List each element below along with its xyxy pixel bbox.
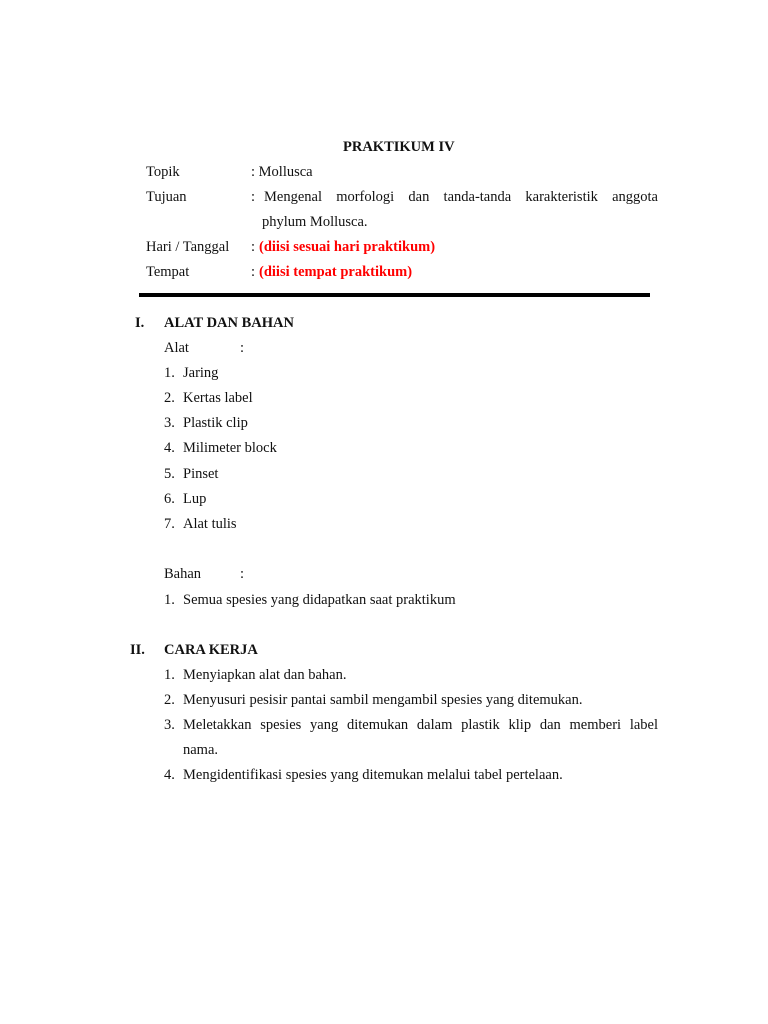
tujuan-line-1: Mengenal morfologi dan tanda-tanda karakteristik anggota <box>264 189 658 205</box>
topik-label: Topik <box>146 164 180 180</box>
alat-label: Alat <box>164 340 189 356</box>
list-number: 2. <box>164 390 175 406</box>
list-item: Alat tulis <box>183 516 237 532</box>
step-item-continuation: nama. <box>183 742 219 758</box>
tempat-label: Tempat <box>146 264 190 280</box>
list-number: 1. <box>164 592 175 608</box>
step-item: Menyusuri pesisir pantai sambil mengambil spesies yang ditemukan. <box>183 692 583 708</box>
step-item: Menyiapkan alat dan bahan. <box>183 667 347 683</box>
bahan-item: Semua spesies yang didapatkan saat praktikum <box>183 592 456 608</box>
hari-colon: : <box>251 239 256 255</box>
hari-label: Hari / Tanggal <box>146 239 230 255</box>
step-item: Meletakkan spesies yang ditemukan dalam plastik klip dan memberi label <box>183 717 658 733</box>
list-number: 4. <box>164 767 175 783</box>
list-number: 1. <box>164 667 175 683</box>
tempat-value: (diisi tempat praktikum) <box>259 264 413 280</box>
list-number: 4. <box>164 440 175 456</box>
header-divider <box>139 293 650 297</box>
list-item: Plastik clip <box>183 415 248 431</box>
alat-colon: : <box>240 340 245 356</box>
topik-value: : Mollusca <box>251 164 313 180</box>
list-item: Kertas label <box>183 390 253 406</box>
list-number: 5. <box>164 466 175 482</box>
page-title: PRAKTIKUM IV <box>343 139 455 155</box>
list-item: Jaring <box>183 365 219 381</box>
list-number: 3. <box>164 415 175 431</box>
tujuan-label: Tujuan <box>146 189 187 205</box>
list-item: Lup <box>183 491 207 507</box>
step-item: Mengidentifikasi spesies yang ditemukan melalui tabel pertelaan. <box>183 767 563 783</box>
bahan-label: Bahan <box>164 566 202 582</box>
list-item: Milimeter block <box>183 440 277 456</box>
section2-heading: CARA KERJA <box>164 642 258 658</box>
list-number: 1. <box>164 365 175 381</box>
list-number: 2. <box>164 692 175 708</box>
list-number: 3. <box>164 717 175 733</box>
tujuan-colon: : <box>251 189 256 205</box>
section1-numeral: I. <box>135 315 145 331</box>
list-number: 7. <box>164 516 175 532</box>
list-number: 6. <box>164 491 175 507</box>
hari-value: (diisi sesuai hari praktikum) <box>259 239 436 255</box>
tempat-colon: : <box>251 264 256 280</box>
list-item: Pinset <box>183 466 219 482</box>
section1-heading: ALAT DAN BAHAN <box>164 315 294 331</box>
section2-numeral: II. <box>130 642 145 658</box>
bahan-colon: : <box>240 566 245 582</box>
tujuan-line-2: phylum Mollusca. <box>262 214 368 230</box>
